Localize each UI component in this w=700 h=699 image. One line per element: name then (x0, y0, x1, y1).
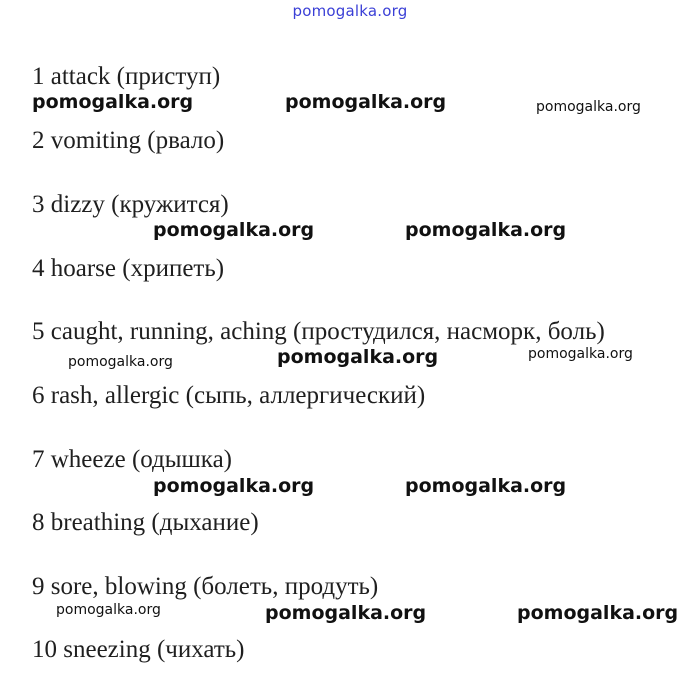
watermark: pomogalka.org (277, 346, 439, 368)
answer-4: 4 hoarse (хрипеть) (32, 255, 225, 282)
watermark: pomogalka.org (32, 91, 194, 113)
answer-9: 9 sore, blowing (болеть, продуть) (32, 573, 379, 600)
answer-2: 2 vomiting (рвало) (32, 127, 225, 154)
watermark: pomogalka.org (517, 602, 679, 624)
answer-5: 5 caught, running, aching (простудился, насморк, боль) (32, 318, 605, 345)
answer-1: 1 attack (приступ) (32, 63, 221, 90)
watermark: pomogalka.org (153, 219, 315, 241)
watermark: pomogalka.org (153, 475, 315, 497)
answer-8: 8 breathing (дыхание) (32, 509, 259, 536)
answer-7: 7 wheeze (одышка) (32, 446, 232, 473)
answer-6: 6 rash, allergic (сыпь, аллергический) (32, 382, 426, 409)
answer-3: 3 dizzy (кружится) (32, 191, 229, 218)
watermark: pomogalka.org (68, 354, 173, 370)
watermark: pomogalka.org (536, 99, 641, 115)
watermark: pomogalka.org (528, 346, 633, 362)
watermark: pomogalka.org (285, 91, 447, 113)
watermark: pomogalka.org (265, 602, 427, 624)
watermark: pomogalka.org (405, 475, 567, 497)
header-watermark: pomogalka.org (292, 2, 408, 20)
watermark: pomogalka.org (56, 602, 161, 618)
watermark: pomogalka.org (405, 219, 567, 241)
answer-10: 10 sneezing (чихать) (32, 636, 245, 663)
